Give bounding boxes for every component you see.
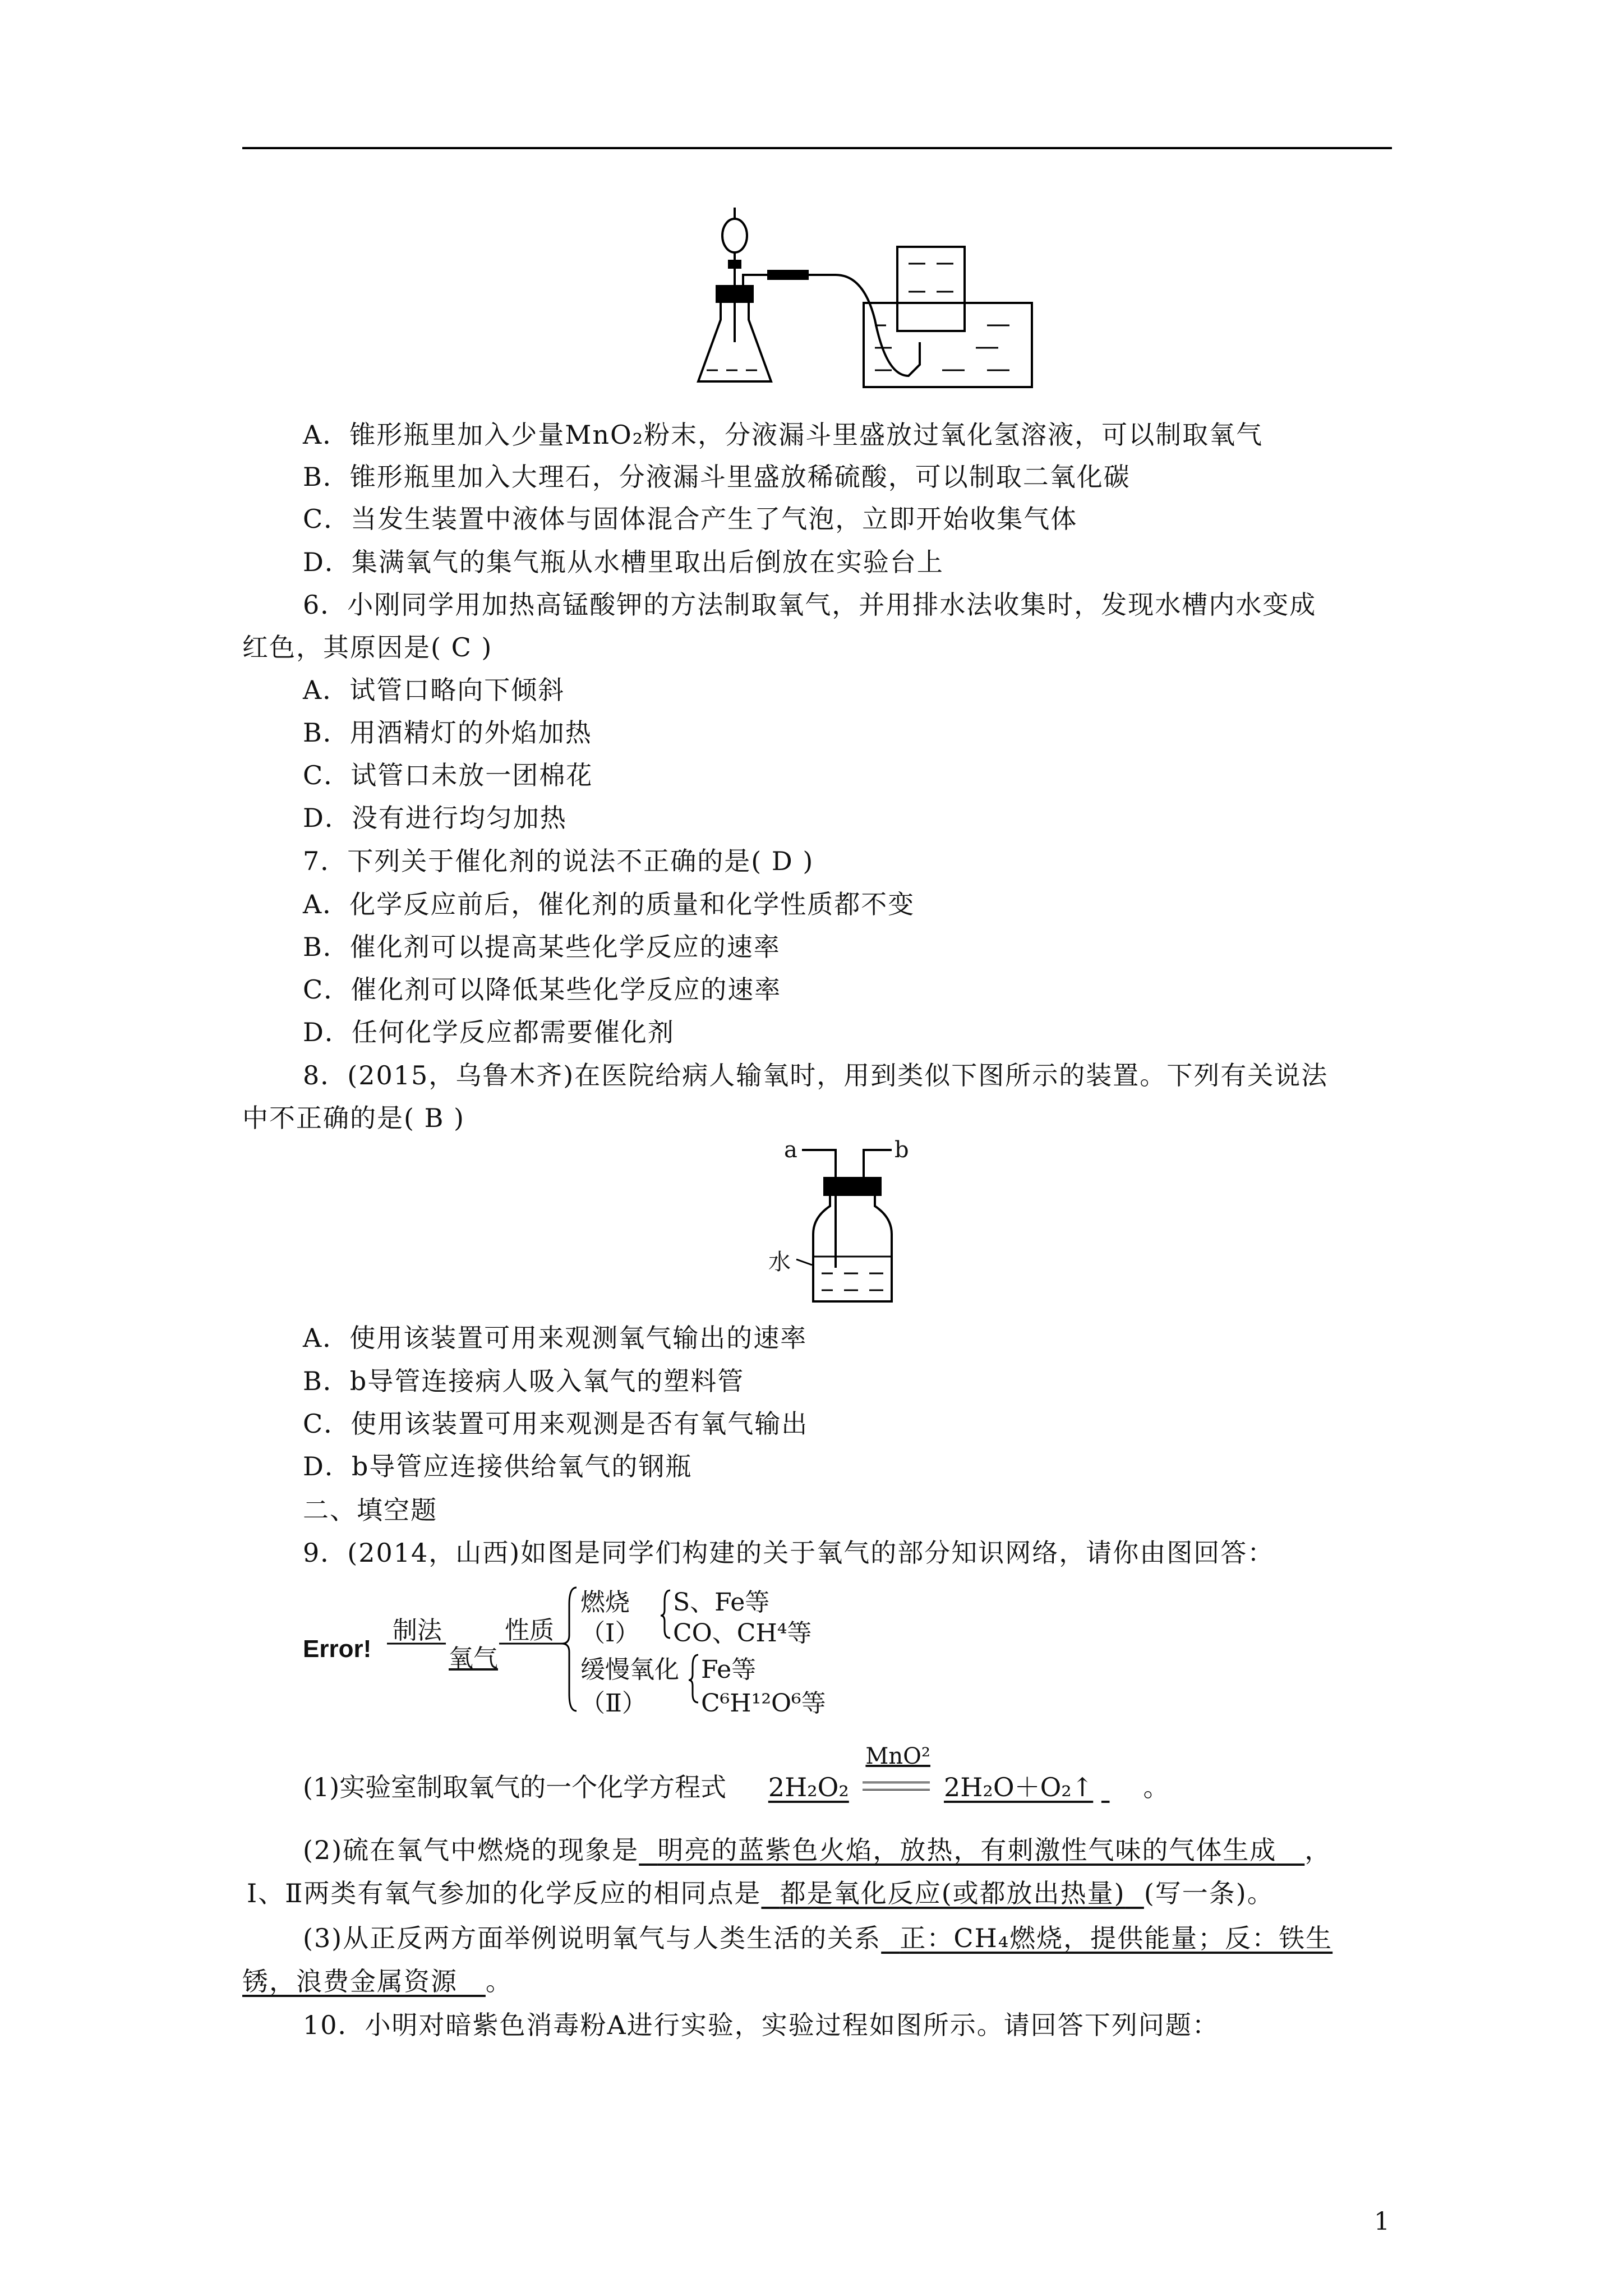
q7-option-b: B．催化剂可以提高某些化学反应的速率 [303, 932, 781, 962]
q6-option-c: C．试管口未放一团棉花 [303, 760, 593, 790]
q9-part2b-end: (写一条)。 [1144, 1878, 1274, 1908]
net-type-ii: （Ⅱ） [580, 1689, 647, 1718]
net-glucose: C⁶H¹²O⁶等 [701, 1689, 826, 1718]
q9-part2-end: ， [1304, 1835, 1332, 1865]
q9-part3-prompt: (3)从正反两方面举例说明氧气与人类生活的关系 [303, 1923, 882, 1953]
q9-part2b-answer [761, 1878, 1144, 1908]
q8-stem-line2: 中不正确的是( B ) [242, 1103, 465, 1133]
q9-stem: 9．(2014，山西)如图是同学们构建的关于氧气的部分知识网络，请你由图回答： [303, 1538, 1275, 1568]
q9-part1-blank-tail [1101, 1772, 1135, 1802]
net-error: Error! [303, 1635, 372, 1663]
q9-part3-end: 。 [485, 1966, 513, 1996]
q6-option-d: D．没有进行均匀加热 [303, 803, 567, 833]
q9-part3-answer1 [881, 1923, 1332, 1953]
q9-part2-line1 [303, 1833, 1331, 1867]
q5-option-c: C．当发生装置中液体与固体混合产生了气泡，立即开始收集气体 [303, 504, 1078, 534]
q9-part2b-prompt: Ⅰ、Ⅱ两类有氧气参加的化学反应的相同点是 [247, 1878, 762, 1908]
q6-stem-line1: 6．小刚同学用加热高锰酸钾的方法制取氧气，并用排水法收集时，发现水槽内水变成 [303, 590, 1317, 620]
tube-b-label: b [895, 1137, 910, 1163]
q9-part1-prompt: (1)实验室制取氧气的一个化学方程式 [303, 1772, 727, 1802]
wash-bottle-figure [768, 1137, 925, 1307]
q9-part3-blank-tail [458, 1966, 486, 1996]
q7-option-a: A．化学反应前后，催化剂的质量和化学性质都不变 [303, 889, 915, 919]
q9-part2-line2 [247, 1876, 1274, 1910]
q6-stem-line2: 红色，其原因是( C ) [242, 632, 493, 662]
q8-option-d: D．b导管应连接供给氧气的钢瓶 [303, 1451, 693, 1481]
q7-option-d: D．任何化学反应都需要催化剂 [303, 1017, 675, 1047]
q9-part1-catalyst: MnO² [865, 1743, 930, 1769]
q8-option-b: B．b导管连接病人吸入氧气的塑料管 [303, 1366, 745, 1396]
net-s-fe: S、Fe等 [673, 1588, 770, 1617]
q6-option-b: B．用酒精灯的外焰加热 [303, 717, 592, 748]
q9-part2-answer [639, 1835, 1304, 1865]
q9-part3-line1 [303, 1921, 1332, 1955]
q5-option-d: D．集满氧气的集气瓶从水槽里取出后倒放在实验台上 [303, 547, 944, 577]
q9-part2-answer-text: 明亮的蓝紫色火焰，放热，有刺激性气味的气体生成 [657, 1835, 1277, 1865]
page-number: 1 [1374, 2207, 1390, 2236]
q8-stem-line1: 8．(2015，乌鲁木齐)在医院给病人输氧时，用到类似下图所示的装置。下列有关说法 [303, 1060, 1329, 1091]
net-xingzhi: 性质 [505, 1616, 554, 1645]
q9-part3-answer1-text: 正：CH₄燃烧，提供能量；反：铁生 [900, 1923, 1333, 1953]
q8-option-c: C．使用该装置可用来观测是否有氧气输出 [303, 1409, 809, 1439]
q7-option-c: C．催化剂可以降低某些化学反应的速率 [303, 974, 782, 1005]
q9-part1 [303, 1743, 1169, 1804]
q9-part2b-answer-text: 都是氧化反应(或都放出热量) [780, 1878, 1126, 1908]
q5-option-a: A．锥形瓶里加入少量MnO₂粉末，分液漏斗里盛放过氧化氢溶液，可以制取氧气 [303, 420, 1264, 450]
oxygen-knowledge-network [303, 1582, 847, 1728]
q6-option-a: A．试管口略向下倾斜 [303, 675, 565, 705]
q5-option-b: B．锥形瓶里加入大理石，分液漏斗里盛放稀硫酸，可以制取二氧化碳 [303, 462, 1131, 492]
net-type-i: （Ⅰ） [580, 1619, 640, 1648]
net-co-ch4: CO、CH⁴等 [673, 1619, 812, 1648]
q9-part1-answer-left: 2H₂O₂ [768, 1772, 849, 1802]
q9-part1-equals-sign [863, 1782, 930, 1791]
q8-option-a: A．使用该装置可用来观测氧气输出的速率 [303, 1323, 808, 1353]
q7-stem: 7．下列关于催化剂的说法不正确的是( D ) [303, 846, 814, 876]
net-yangqi: 氧气 [449, 1644, 498, 1673]
net-fe: Fe等 [701, 1655, 757, 1684]
q10-stem: 10．小明对暗紫色消毒粉A进行实验，实验过程如图所示。请回答下列问题： [303, 2010, 1219, 2040]
section-fill-in-title: 二、填空题 [303, 1495, 437, 1525]
net-huanman: 缓慢氧化 [580, 1655, 679, 1684]
water-label: 水 [768, 1249, 792, 1275]
q9-part1-end: 。 [1143, 1772, 1169, 1802]
net-ranshao: 燃烧 [580, 1588, 630, 1617]
q9-part3-line2 [242, 1964, 513, 1998]
q9-part2-prompt: (2)硫在氧气中燃烧的现象是 [303, 1835, 639, 1865]
header-rule [242, 147, 1392, 149]
q9-part3-answer2: 锈，浪费金属资源 [242, 1966, 458, 1996]
apparatus-figure-oxygen-generation [695, 208, 1099, 393]
q9-part1-condition [857, 1743, 935, 1804]
q9-part1-answer-right: 2H₂O＋O₂↑ [944, 1772, 1094, 1802]
tube-a-label: a [784, 1137, 799, 1163]
net-zhifa: 制法 [393, 1616, 442, 1645]
